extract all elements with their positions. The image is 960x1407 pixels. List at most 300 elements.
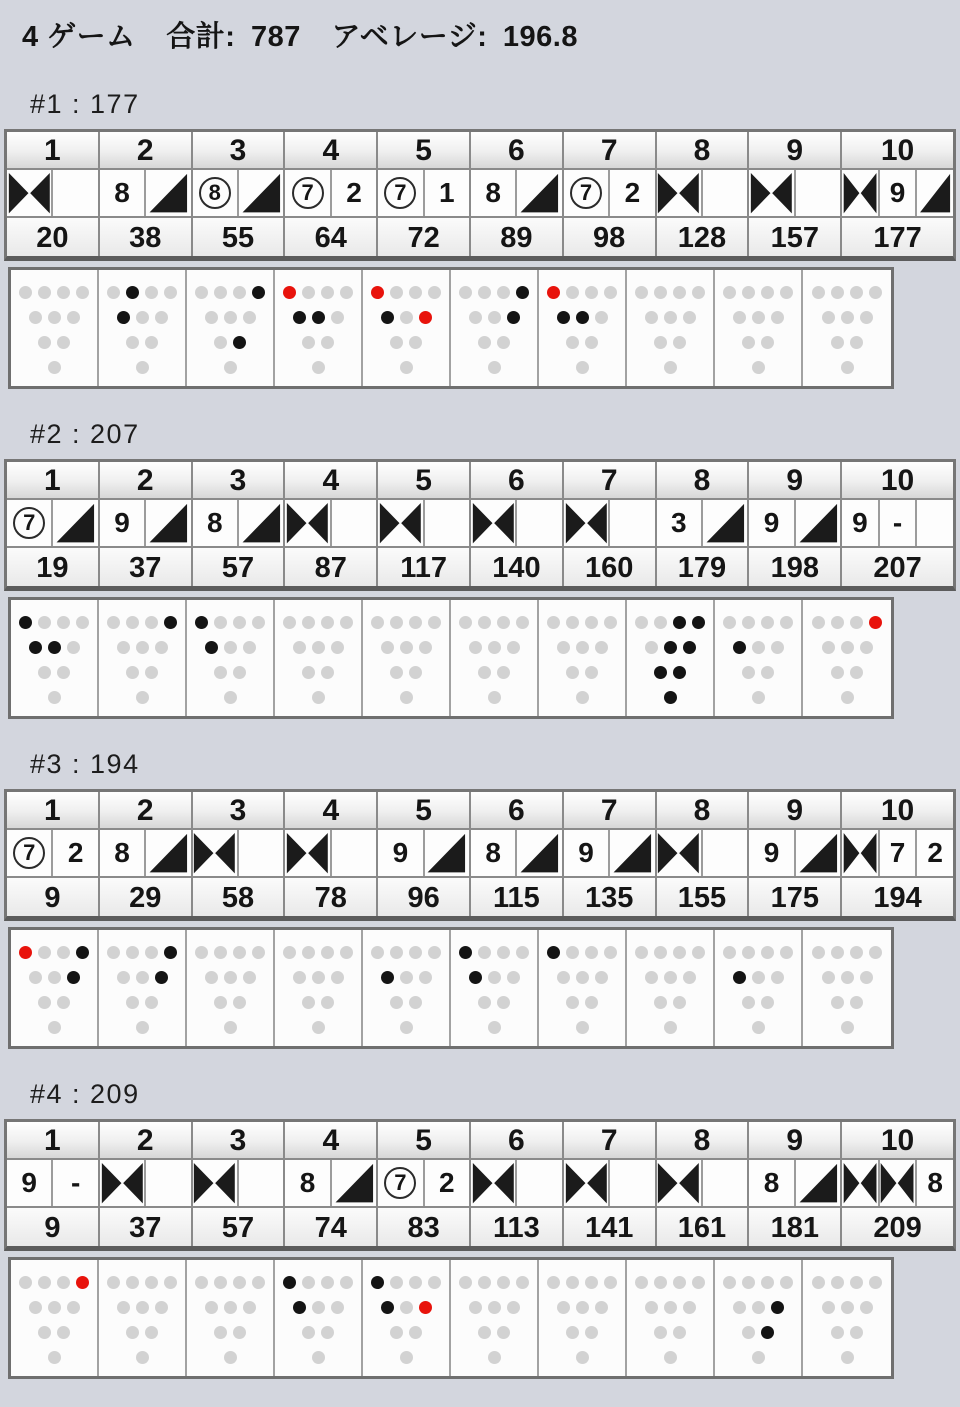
frame-score: 155 xyxy=(657,876,748,916)
throw-cell xyxy=(796,1160,840,1206)
spare-icon xyxy=(797,502,840,544)
pin-dot xyxy=(664,361,677,374)
throw-cell: 9 xyxy=(749,830,795,876)
frame-score: 96 xyxy=(378,876,469,916)
pin-dot xyxy=(683,971,696,984)
spare-icon xyxy=(240,502,283,544)
pin-dot xyxy=(723,616,736,629)
pin-row xyxy=(803,691,891,704)
pin-dot xyxy=(312,971,325,984)
pin-dot xyxy=(214,996,227,1009)
pin-dot xyxy=(381,971,394,984)
frame-number: 3 xyxy=(193,792,284,830)
frame-score: 9 xyxy=(7,876,98,916)
pin-dot xyxy=(126,666,139,679)
pin-dot xyxy=(635,616,648,629)
pin-dot xyxy=(566,1276,579,1289)
pin-row xyxy=(627,1276,713,1289)
frame-score: 64 xyxy=(285,216,376,256)
throw-cell: 8 xyxy=(927,1167,943,1198)
pin-dot xyxy=(654,996,667,1009)
split-number: 7 xyxy=(384,177,416,209)
pin-dot xyxy=(409,946,422,959)
pin-dot xyxy=(654,1276,667,1289)
pin-dot xyxy=(312,1301,325,1314)
pin-dot xyxy=(752,1301,765,1314)
pin-row xyxy=(451,691,537,704)
pin-dot xyxy=(224,1351,237,1364)
pin-row xyxy=(803,1351,891,1364)
pin-dot xyxy=(117,971,130,984)
pin-dot xyxy=(38,1326,51,1339)
pin-dot xyxy=(136,971,149,984)
pin-dot xyxy=(67,641,80,654)
throw-cell xyxy=(564,500,610,546)
pin-box xyxy=(627,270,715,386)
pin-row xyxy=(627,286,713,299)
throw-cell xyxy=(7,170,53,216)
spare-icon xyxy=(797,1162,840,1204)
pin-dot xyxy=(419,971,432,984)
frame xyxy=(378,132,471,256)
pin-row xyxy=(11,336,97,349)
pin-row xyxy=(715,336,801,349)
pin-dot xyxy=(752,641,765,654)
pin-row xyxy=(187,1021,273,1034)
pin-row xyxy=(99,996,185,1009)
pin-row xyxy=(715,1326,801,1339)
game-section xyxy=(0,1079,960,1379)
pin-dot xyxy=(381,1301,394,1314)
frame xyxy=(100,1122,193,1246)
frame-throws xyxy=(285,500,376,546)
throw-cell xyxy=(796,500,840,546)
pin-dot xyxy=(831,336,844,349)
pin-dot xyxy=(419,1301,432,1314)
pin-row xyxy=(627,336,713,349)
pin-dot xyxy=(469,311,482,324)
throw-cell xyxy=(53,170,97,216)
pin-row xyxy=(451,1351,537,1364)
pin-dot xyxy=(673,1276,686,1289)
pin-dot xyxy=(390,616,403,629)
frame-number: 2 xyxy=(100,1122,191,1160)
pin-row xyxy=(99,1326,185,1339)
pin-dot xyxy=(57,336,70,349)
pin-dot xyxy=(752,971,765,984)
frame xyxy=(842,462,953,586)
pin-row xyxy=(627,996,713,1009)
pin-dot xyxy=(107,946,120,959)
frame-score: 9 xyxy=(7,1206,98,1246)
pin-row xyxy=(187,641,273,654)
frame-score: 181 xyxy=(749,1206,840,1246)
pin-dot xyxy=(761,996,774,1009)
pin-dot xyxy=(48,361,61,374)
pin-dot xyxy=(381,641,394,654)
spare-icon xyxy=(797,832,840,874)
pin-box xyxy=(99,1260,187,1376)
throw-cell: 2 xyxy=(346,177,362,208)
pin-dot xyxy=(595,1301,608,1314)
pin-row xyxy=(715,666,801,679)
pin-dot xyxy=(252,946,265,959)
pin-row xyxy=(363,336,449,349)
frame xyxy=(7,792,100,916)
pin-dot xyxy=(390,336,403,349)
pin-dot xyxy=(57,666,70,679)
pin-dot xyxy=(488,641,501,654)
spare-icon xyxy=(147,502,190,544)
pin-dot xyxy=(126,996,139,1009)
frame-number: 2 xyxy=(100,132,191,170)
frame xyxy=(193,792,286,916)
pin-dot xyxy=(400,641,413,654)
pin-dot xyxy=(321,1326,334,1339)
pin-box xyxy=(803,930,891,1046)
pin-dot xyxy=(497,996,510,1009)
throw-cell xyxy=(471,500,517,546)
pin-box xyxy=(187,270,275,386)
pin-dot xyxy=(812,1276,825,1289)
frame-number: 6 xyxy=(471,792,562,830)
frame-throws xyxy=(193,1160,284,1206)
pin-dot xyxy=(214,1326,227,1339)
pin-row xyxy=(627,311,713,324)
pin-dot xyxy=(557,971,570,984)
pin-dot xyxy=(224,1301,237,1314)
throw-cell xyxy=(285,830,331,876)
pin-row xyxy=(187,1351,273,1364)
pin-dot xyxy=(604,616,617,629)
pin-box xyxy=(11,270,99,386)
pin-dot xyxy=(850,336,863,349)
pin-dot xyxy=(331,641,344,654)
strike-icon xyxy=(657,1162,700,1204)
pin-dot xyxy=(478,286,491,299)
pin-dot xyxy=(673,666,686,679)
pin-dot xyxy=(321,946,334,959)
frame-throws xyxy=(471,1160,562,1206)
pin-row xyxy=(451,1021,537,1034)
pin-dot xyxy=(516,946,529,959)
frame-score: 140 xyxy=(471,546,562,586)
throw-cell: 9 xyxy=(749,500,795,546)
throw-cell: 9 xyxy=(842,500,880,546)
pin-dot xyxy=(38,1276,51,1289)
pin-row xyxy=(363,1301,449,1314)
pin-dot xyxy=(48,971,61,984)
pin-dot xyxy=(585,666,598,679)
pin-dot xyxy=(822,311,835,324)
pin-box xyxy=(187,1260,275,1376)
pin-row xyxy=(715,1301,801,1314)
strike-icon xyxy=(657,832,700,874)
pin-dot xyxy=(683,641,696,654)
pin-dot xyxy=(488,361,501,374)
pin-dot xyxy=(742,616,755,629)
pin-dot xyxy=(692,946,705,959)
bowling-scoresheet xyxy=(0,14,960,1379)
pin-dot xyxy=(38,996,51,1009)
pin-dot xyxy=(293,971,306,984)
pin-dot xyxy=(497,336,510,349)
total-label: 合計: xyxy=(166,21,236,53)
pin-dot xyxy=(576,361,589,374)
throw-cell xyxy=(239,500,283,546)
pin-row xyxy=(99,1021,185,1034)
frame-throws xyxy=(193,500,284,546)
pin-row xyxy=(99,616,185,629)
pin-box xyxy=(187,930,275,1046)
pin-dot xyxy=(664,311,677,324)
throw-cell: 8 xyxy=(749,1160,795,1206)
pin-row xyxy=(99,691,185,704)
throw-cell xyxy=(564,1160,610,1206)
pin-dot xyxy=(155,641,168,654)
pin-dot xyxy=(850,286,863,299)
pin-dot xyxy=(67,971,80,984)
frame xyxy=(657,1122,750,1246)
pin-dot xyxy=(664,691,677,704)
frame-throws xyxy=(378,830,469,876)
pin-dot xyxy=(19,616,32,629)
pin-row xyxy=(627,361,713,374)
pin-row xyxy=(99,286,185,299)
throw-cell xyxy=(917,170,953,216)
pin-dot xyxy=(195,1276,208,1289)
frame-throws xyxy=(285,830,376,876)
frame xyxy=(285,132,378,256)
pin-dot xyxy=(771,311,784,324)
pin-row xyxy=(187,1326,273,1339)
frame-number: 1 xyxy=(7,1122,98,1160)
throw-cell xyxy=(193,1160,239,1206)
pin-dot xyxy=(145,616,158,629)
pin-row xyxy=(363,1351,449,1364)
pin-dot xyxy=(214,946,227,959)
pin-dot xyxy=(723,946,736,959)
pin-row xyxy=(275,1021,361,1034)
pin-dot xyxy=(233,616,246,629)
frame-throws xyxy=(7,1160,98,1206)
throw-cell xyxy=(657,1160,703,1206)
pin-dot xyxy=(381,311,394,324)
pin-row xyxy=(803,1276,891,1289)
pin-dot xyxy=(566,286,579,299)
pin-row xyxy=(539,1326,625,1339)
pin-row xyxy=(275,641,361,654)
pin-dot xyxy=(497,286,510,299)
pin-dot xyxy=(195,946,208,959)
pin-dot xyxy=(841,1301,854,1314)
pin-row xyxy=(11,616,97,629)
pin-row xyxy=(539,691,625,704)
pin-row xyxy=(275,946,361,959)
pin-dot xyxy=(645,641,658,654)
pin-dot xyxy=(224,691,237,704)
frame-number: 9 xyxy=(749,792,840,830)
throw-cell: 7 xyxy=(880,830,918,876)
pin-dot xyxy=(812,616,825,629)
pin-box xyxy=(275,270,363,386)
pin-row xyxy=(539,286,625,299)
frame xyxy=(749,792,842,916)
pin-dot xyxy=(841,691,854,704)
pin-dot xyxy=(19,946,32,959)
pin-row xyxy=(275,311,361,324)
pin-dot xyxy=(214,336,227,349)
frame xyxy=(7,462,100,586)
pin-dot xyxy=(576,1351,589,1364)
frame-score: 113 xyxy=(471,1206,562,1246)
frame xyxy=(842,1122,953,1246)
pin-dot xyxy=(635,286,648,299)
pin-dot xyxy=(48,1301,61,1314)
pin-box xyxy=(539,270,627,386)
pin-dot xyxy=(252,1276,265,1289)
pin-row xyxy=(539,1021,625,1034)
pin-dot xyxy=(302,1276,315,1289)
pin-row xyxy=(627,1351,713,1364)
pin-row xyxy=(275,666,361,679)
frame-throws xyxy=(657,500,748,546)
pin-row xyxy=(99,361,185,374)
pin-dot xyxy=(733,1301,746,1314)
spare-icon xyxy=(918,172,952,214)
throw-cell: 9 xyxy=(564,830,610,876)
pin-dot xyxy=(469,1301,482,1314)
pin-row xyxy=(11,641,97,654)
pin-dot xyxy=(869,946,882,959)
frame-throws xyxy=(193,830,284,876)
frame-throws xyxy=(657,170,748,216)
pin-row xyxy=(363,691,449,704)
pin-row xyxy=(11,1301,97,1314)
pin-dot xyxy=(585,336,598,349)
frame-throws xyxy=(657,1160,748,1206)
pin-dot xyxy=(409,666,422,679)
frame-number: 7 xyxy=(564,132,655,170)
pin-dot xyxy=(469,971,482,984)
pin-dot xyxy=(390,996,403,1009)
pin-dot xyxy=(331,1301,344,1314)
pin-box xyxy=(99,930,187,1046)
pin-dot xyxy=(400,1301,413,1314)
pin-box xyxy=(539,1260,627,1376)
pin-dot xyxy=(293,641,306,654)
pin-dot xyxy=(576,1301,589,1314)
pin-dot xyxy=(812,286,825,299)
pin-dot xyxy=(692,616,705,629)
frame xyxy=(100,792,193,916)
pin-dot xyxy=(576,311,589,324)
pin-dot xyxy=(576,971,589,984)
summary-header xyxy=(22,14,960,55)
throw-cell: 2 xyxy=(624,177,641,208)
pin-row xyxy=(11,971,97,984)
pin-dot xyxy=(400,691,413,704)
frame xyxy=(471,792,564,916)
pin-dot xyxy=(164,946,177,959)
throw-cell xyxy=(146,1160,190,1206)
throw-cell xyxy=(517,170,561,216)
pin-row xyxy=(539,946,625,959)
frame-score: 55 xyxy=(193,216,284,256)
pin-dot xyxy=(469,641,482,654)
throw-cell xyxy=(842,830,880,876)
throw-cell xyxy=(517,500,561,546)
strike-icon xyxy=(843,832,877,874)
pin-dot xyxy=(635,946,648,959)
frame-throws xyxy=(100,830,191,876)
pin-box xyxy=(11,930,99,1046)
pin-box xyxy=(627,600,715,716)
throw-cell xyxy=(842,1160,880,1206)
throw-cell: 8 xyxy=(471,170,517,216)
pin-dot xyxy=(742,1276,755,1289)
pin-dot xyxy=(822,641,835,654)
pin-dot xyxy=(390,1326,403,1339)
pin-row xyxy=(451,946,537,959)
pin-dot xyxy=(76,1276,89,1289)
pin-dot xyxy=(780,286,793,299)
pin-dot xyxy=(831,996,844,1009)
pin-dot xyxy=(214,616,227,629)
pin-dot xyxy=(205,641,218,654)
pin-row xyxy=(363,1021,449,1034)
pin-row xyxy=(99,666,185,679)
split-number: 7 xyxy=(570,177,602,209)
frame-number: 5 xyxy=(378,462,469,500)
frame xyxy=(193,132,286,256)
frame-number: 5 xyxy=(378,1122,469,1160)
pin-dot xyxy=(733,311,746,324)
throw-cell xyxy=(146,500,190,546)
throw-cell xyxy=(657,170,703,216)
pin-dot xyxy=(812,946,825,959)
split-number: 7 xyxy=(13,837,45,869)
pin-dot xyxy=(831,1326,844,1339)
pin-box xyxy=(803,270,891,386)
pin-box xyxy=(275,1260,363,1376)
pin-row xyxy=(715,1276,801,1289)
score-table xyxy=(4,129,956,261)
pin-dot xyxy=(400,361,413,374)
throw-cell: - xyxy=(70,1167,81,1198)
frame-number: 10 xyxy=(842,132,953,170)
throw-cell xyxy=(749,170,795,216)
pin-row xyxy=(627,641,713,654)
pin-row xyxy=(539,641,625,654)
pin-row xyxy=(11,946,97,959)
pin-dot xyxy=(478,1276,491,1289)
pin-dot xyxy=(860,311,873,324)
frame xyxy=(657,132,750,256)
strike-icon xyxy=(750,172,793,214)
pin-dot xyxy=(654,666,667,679)
frame-score: 37 xyxy=(100,546,191,586)
pin-dot xyxy=(205,311,218,324)
pin-dot xyxy=(771,641,784,654)
pin-dot xyxy=(752,311,765,324)
throw-cell xyxy=(332,830,376,876)
split-number: 7 xyxy=(292,177,324,209)
pin-row xyxy=(451,1301,537,1314)
pin-row xyxy=(99,336,185,349)
frame xyxy=(100,462,193,586)
pin-dot xyxy=(478,1326,491,1339)
